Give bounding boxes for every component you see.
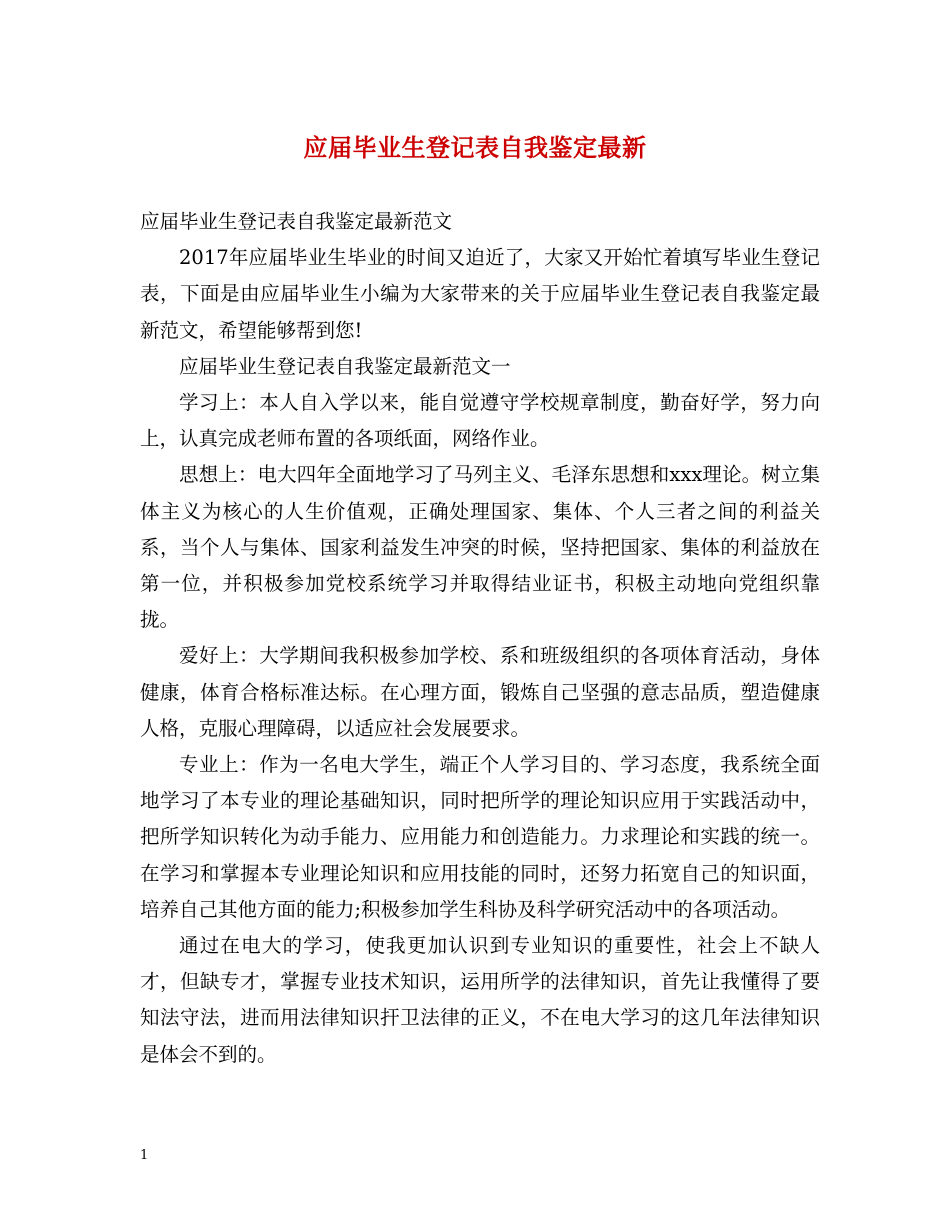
subtitle-paragraph: 应届毕业生登记表自我鉴定最新范文 xyxy=(140,210,453,233)
major-paragraph: 专业上：作为一名电大学生，端正个人学习目的、学习态度，我系统全面地学习了本专业的理论基础知识，同时把所学的理论知识应用于实践活动中，把所学知识转化为动手能力、应用能力和创造能力。力求理论和实践的统一。在学习和掌握本专业理论知识和应用技能的同时，还努力拓宽自己的知识面，培养自己其他方面的能力;积极参加学生科协及科学研究活动中的各项活动。 xyxy=(140,753,820,921)
thought-paragraph: 思想上：电大四年全面地学习了马列主义、毛泽东思想和xxx理论。树立集体主义为核心的人生价值观，正确处理国家、集体、个人三者之间的利益关系，当个人与集体、国家利益发生冲突的时候，坚持把国家、集体的利益放在第一位，并积极参加党校系统学习并取得结业证书，积极主动地向党组织靠拢。 xyxy=(140,463,820,632)
hobby-paragraph: 爱好上：大学期间我积极参加学校、系和班级组织的各项体育活动，身体健康，体育合格标准达标。在心理方面，锻炼自己坚强的意志品质，塑造健康人格，克服心理障碍，以适应社会发展要求。 xyxy=(140,644,820,740)
study-paragraph: 学习上：本人自入学以来，能自觉遵守学校规章制度，勤奋好学，努力向上，认真完成老师布置的各项纸面，网络作业。 xyxy=(140,391,820,451)
summary-paragraph: 通过在电大的学习，使我更加认识到专业知识的重要性，社会上不缺人才，但缺专才，掌握专业技术知识，运用所学的法律知识，首先让我懂得了要知法守法，进而用法律知识扞卫法律的正义，不在电大学习的这几年法律知识是体会不到的。 xyxy=(140,934,820,1066)
intro-paragraph: 2017年应届毕业生毕业的时间又迫近了，大家又开始忙着填写毕业生登记表，下面是由应届毕业生小编为大家带来的关于应届毕业生登记表自我鉴定最新范文，希望能够帮到您! xyxy=(140,246,820,342)
page-number: 1 xyxy=(140,1148,149,1163)
document-body xyxy=(140,204,820,1073)
document-title: 应届毕业生登记表自我鉴定最新 xyxy=(303,133,647,162)
section-heading: 应届毕业生登记表自我鉴定最新范文一 xyxy=(179,354,511,378)
